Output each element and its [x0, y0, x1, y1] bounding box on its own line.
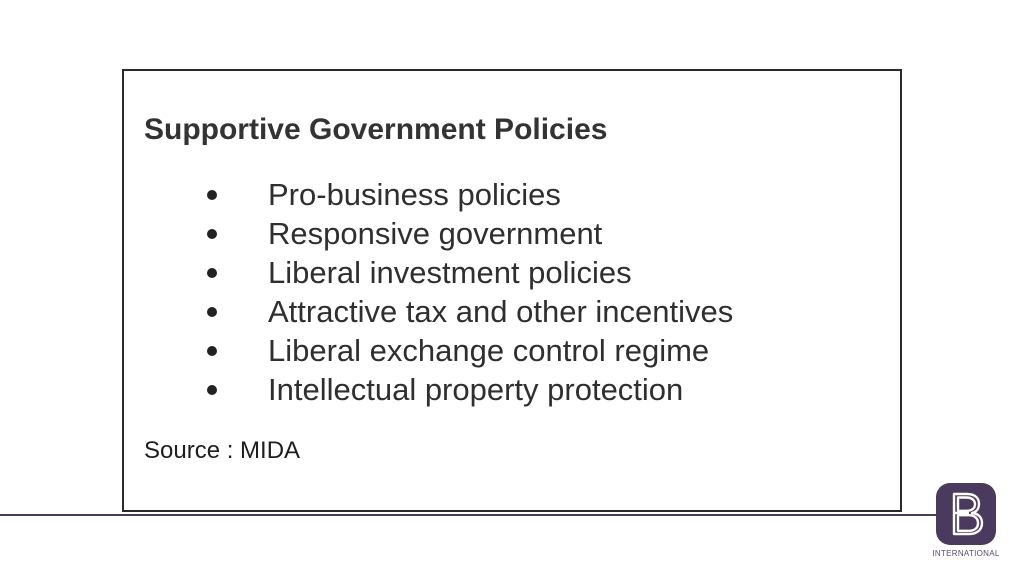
- company-logo: [932, 483, 1000, 565]
- list-item-text: Liberal exchange control regime: [268, 333, 710, 368]
- list-item-text: Liberal investment policies: [268, 255, 632, 290]
- list-item-text: Responsive government: [268, 216, 603, 251]
- content-box: [122, 69, 902, 512]
- source-citation: Source : MIDA: [144, 437, 301, 464]
- letter-b-icon: [936, 483, 996, 545]
- logo-wordmark: INTERNATIONAL: [932, 549, 1000, 558]
- bullet-icon: [207, 229, 217, 239]
- list-item-text: Attractive tax and other incentives: [268, 294, 734, 329]
- bullet-icon: [207, 385, 217, 395]
- bullet-icon: [207, 268, 217, 278]
- list-item-text: Pro-business policies: [268, 177, 561, 212]
- logo-badge: [936, 483, 996, 545]
- list-item-text: Intellectual property protection: [268, 372, 684, 407]
- slide-divider-line: [0, 514, 936, 516]
- slide-heading: Supportive Government Policies: [144, 113, 608, 146]
- bullet-icon: [207, 307, 217, 317]
- bullet-icon: [207, 190, 217, 200]
- bullet-icon: [207, 346, 217, 356]
